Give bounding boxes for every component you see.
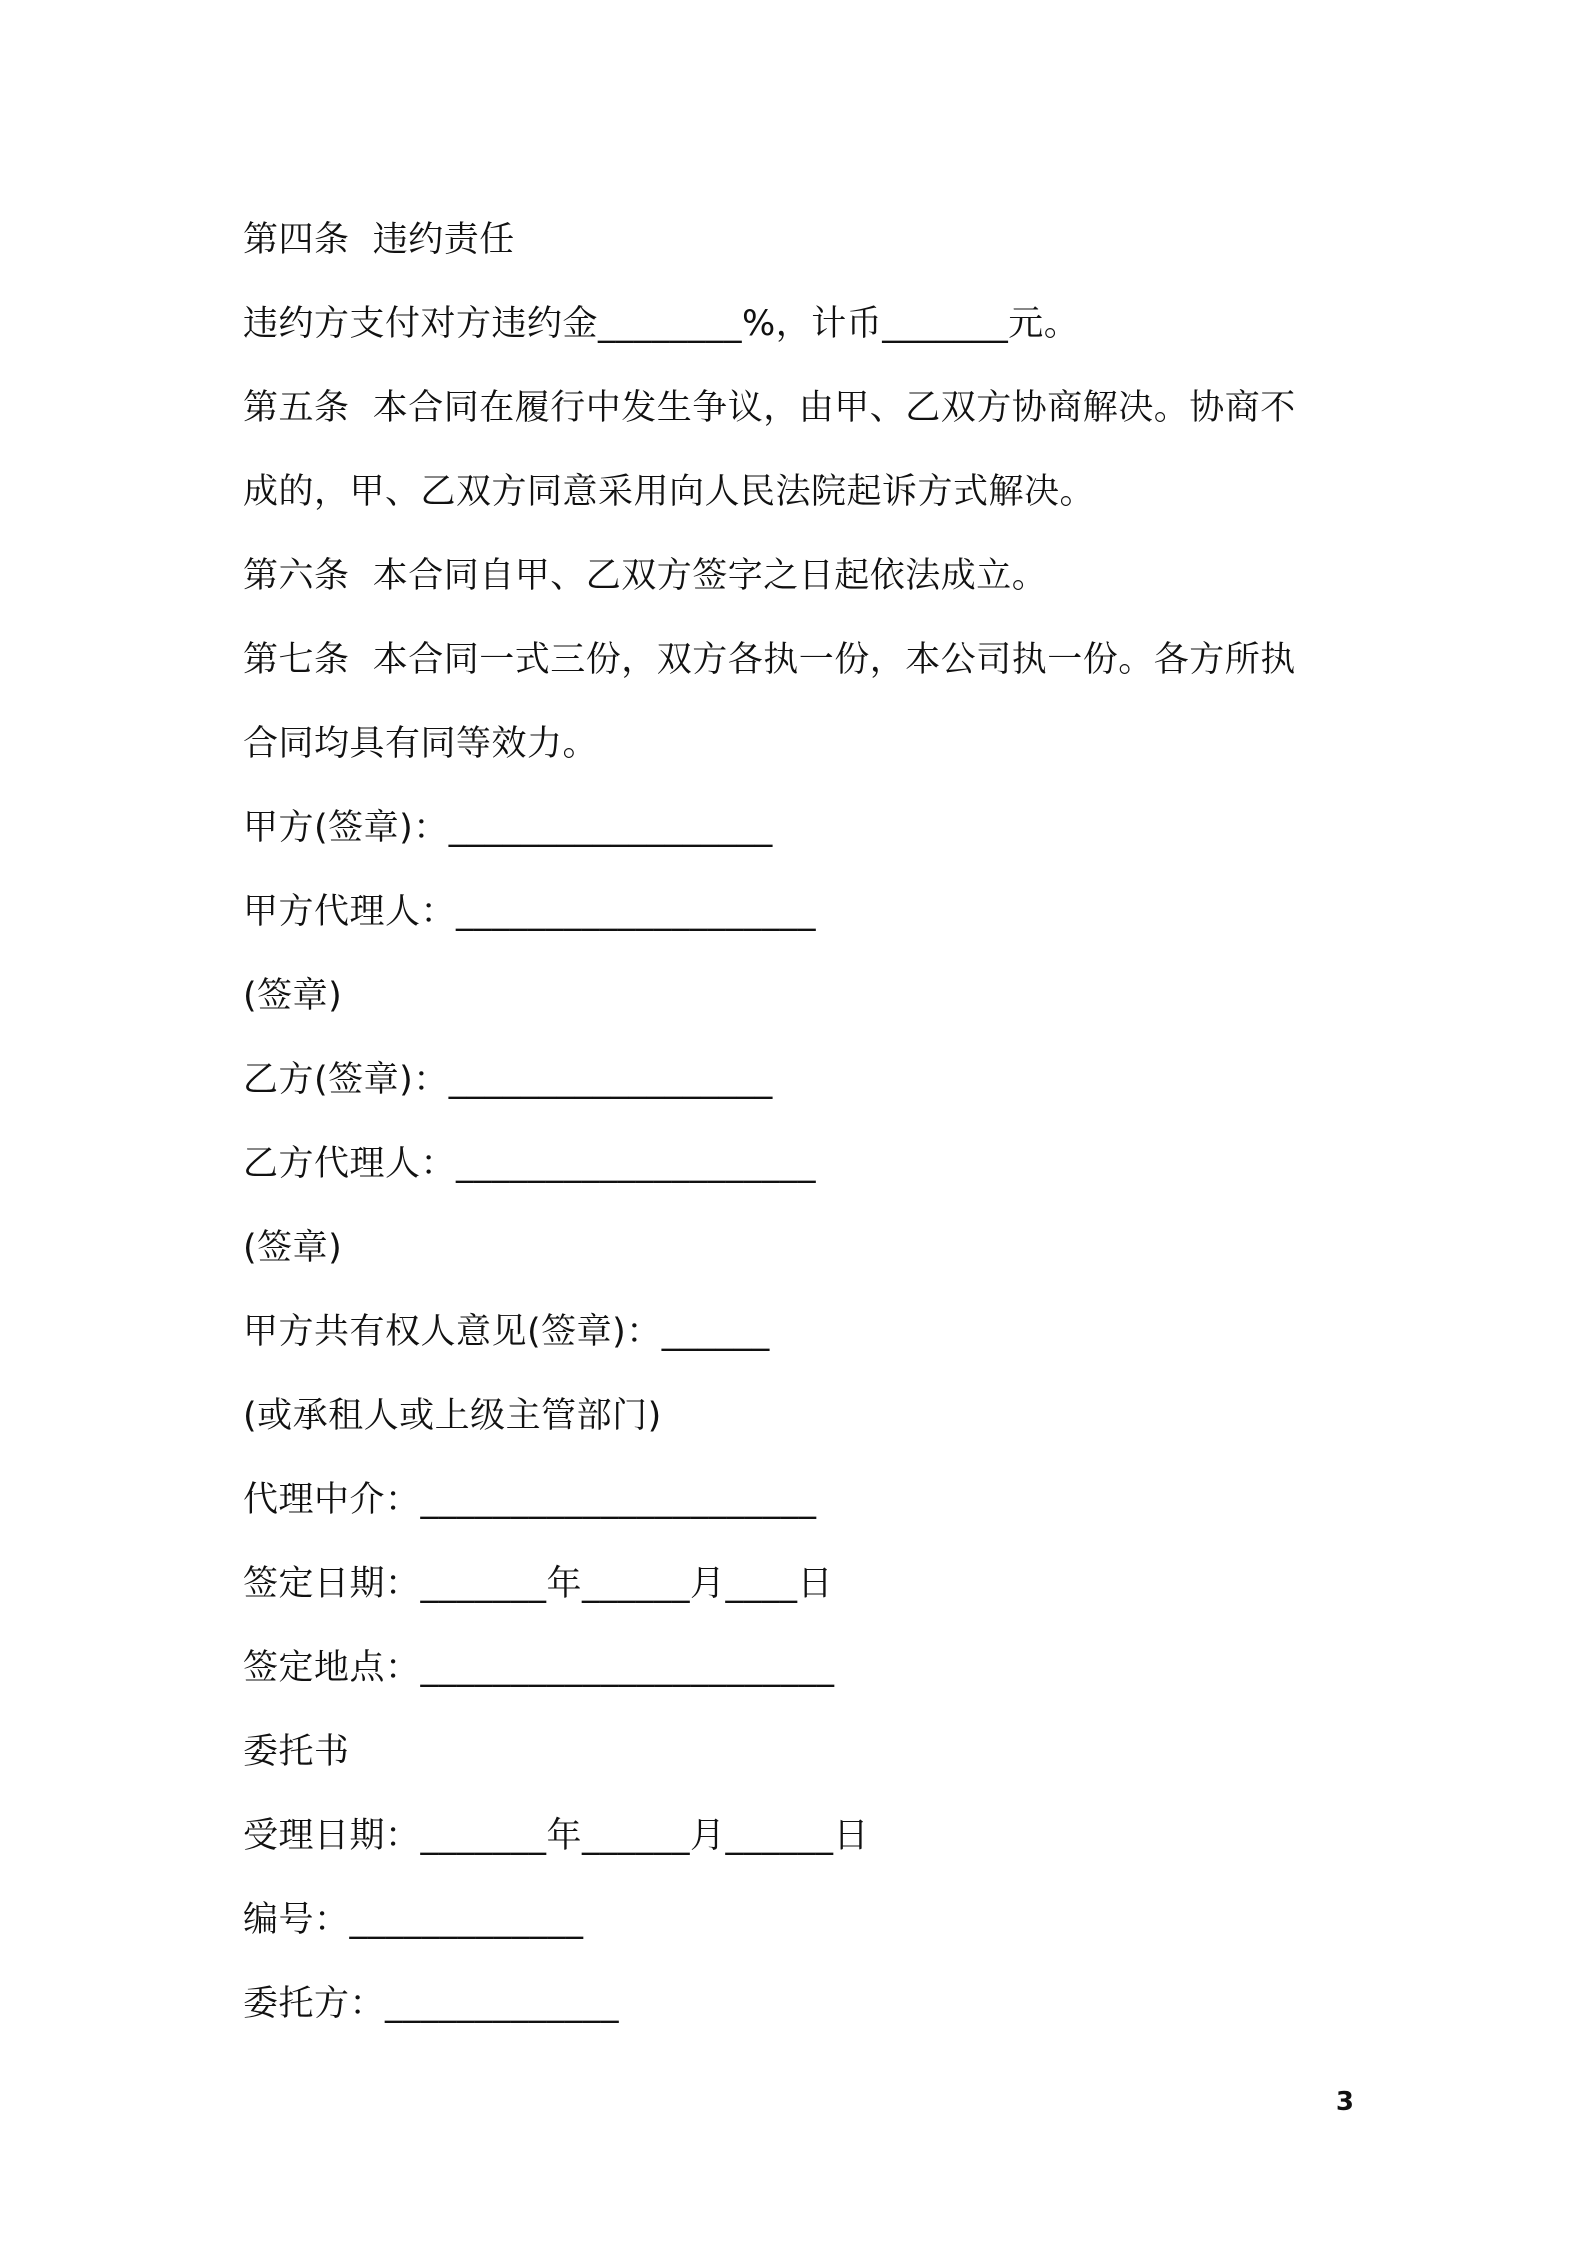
article-6: 第六条 本合同自甲、乙双方签字之日起依法成立。 (243, 556, 1048, 596)
co-owner-opinion-field: 甲方共有权人意见(签章)：______ (243, 1312, 770, 1352)
entrusting-party-field: 委托方：_____________ (243, 1984, 620, 2024)
co-owner-note: (或承租人或上级主管部门) (243, 1396, 662, 1436)
party-a-signature-field: 甲方(签章)：__________________ (243, 808, 773, 848)
party-b-agent-field: 乙方代理人：____________________ (243, 1144, 817, 1184)
article-7-line-2: 合同均具有同等效力。 (243, 724, 599, 764)
serial-number-field: 编号：_____________ (243, 1900, 584, 1940)
signing-place-field: 签定地点：_______________________ (243, 1648, 835, 1688)
acceptance-date-field: 受理日期：_______年______月______日 (243, 1816, 870, 1856)
article-7-line-1: 第七条 本合同一式三份，双方各执一份，本公司执一份。各方所执 (243, 640, 1296, 680)
party-b-signature-field: 乙方(签章)：__________________ (243, 1060, 773, 1100)
article-5-line-1: 第五条 本合同在履行中发生争议，由甲、乙双方协商解决。协商不 (243, 388, 1296, 428)
document-body (243, 198, 1363, 2046)
power-of-attorney-heading: 委托书 (243, 1732, 350, 1772)
party-a-agent-field: 甲方代理人：____________________ (243, 892, 817, 932)
page-number: 3 (1335, 2087, 1354, 2117)
party-b-agent-seal-note: (签章) (243, 1228, 343, 1268)
penalty-clause: 违约方支付对方违约金________%，计币_______元。 (243, 304, 1080, 344)
article-4-heading: 第四条 违约责任 (243, 220, 515, 260)
agency-field: 代理中介：______________________ (243, 1480, 817, 1520)
article-5-line-2: 成的，甲、乙双方同意采用向人民法院起诉方式解决。 (243, 472, 1096, 512)
signing-date-field: 签定日期：_______年______月____日 (243, 1564, 834, 1604)
party-a-agent-seal-note: (签章) (243, 976, 343, 1016)
